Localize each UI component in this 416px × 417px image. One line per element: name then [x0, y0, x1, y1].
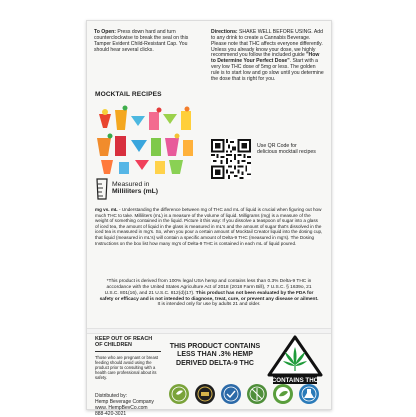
qr-note: Use QR Code for delicious mocktail recipes: [257, 143, 316, 156]
dose-guide-title: "How to Determine Your Perfect Dose": [211, 52, 320, 65]
mocktail-title: MOCKTAIL RECIPES: [95, 91, 162, 98]
mg-vs-ml-paragraph: [95, 207, 323, 246]
distributor-info: [95, 393, 175, 417]
measure-line-1: Measured in: [112, 181, 150, 188]
company-name: Hemp Beverage Company: [95, 399, 154, 405]
thc-content-statement: THIS PRODUCT CONTAINS LESS THAN .3% HEMP DERIVED DELTA-9 THC: [169, 343, 261, 367]
company-website[interactable]: www. HempBevCo.com: [95, 405, 148, 411]
directions-text: SHAKE WELL BEFORE USING. Add to any drink to create a Cannabis Beverage. Please note that THC affects everyone differently. Unless you already know your dose, we highly recommend you follow the included guide: [211, 29, 323, 59]
open-label: To Open:: [94, 29, 116, 35]
contains-thc-warning-icon: [267, 335, 323, 385]
distributed-by-label: Distributed by:: [95, 393, 127, 399]
lab-tested-badge-icon: [299, 384, 319, 404]
open-instructions: [94, 30, 200, 53]
directions-label: Directions:: [211, 29, 238, 35]
measure-line-2: Milliliters (mL): [112, 188, 159, 196]
pregnancy-warning: Those who are pregnant or breast feeding should avoid using the product prior to consulting with a health care professional about its safety.: [95, 355, 159, 381]
vegan-badge-icon: [169, 384, 189, 404]
section-divider: [87, 328, 331, 334]
certification-badges: [167, 382, 327, 406]
legal-disclaimer: [99, 279, 319, 308]
cocktails-illustration: [95, 102, 199, 176]
mg-vs-ml-label: mg vs. mL: [95, 207, 118, 212]
gluten-free-badge-icon: [247, 384, 267, 404]
keep-out-of-reach: KEEP OUT OF REACH OF CHILDREN: [95, 336, 153, 349]
warning-separator: [95, 351, 161, 352]
mg-vs-ml-text: - Understanding the difference between mg of THC and mL of liquid is crucial when figuring out how much THC to take. Milliliters (mL) is a measure of the volume of liquid. Milligrams (mg) is a measure of the weight of something contained in the liquid. Picture it this way: If you dissolve a teaspoon of sugar into a glass of iced tea, the amount of liquid in the glass is measured in mL's and the amount of sugar that's dissolved in the iced tea is measured in mg's. So, when you pour a certain amount of Mocktail Creator liquid into the dosing cup, that liquid (measured in mL's) will contain a specific amount of Delta-9 THC (measured in mg's). The Dosing Instructions on the box list how many mg's of Delta-9 THC is contained in each mL of liquid poured.: [95, 207, 323, 246]
measuring-cup-icon: [95, 178, 109, 200]
product-box-back: [86, 20, 332, 417]
non-gmo-badge-icon: [273, 384, 293, 404]
contains-thc-label: CONTAINS THC: [271, 377, 319, 384]
legal-text-1: *This product is derived from 100% legal USA hemp and contains less than 0.3% Delta-9 THC in accordance with the United States Agriculture Act of 2018 (2018 Farm Bill), 7 U.S.C. § 1639o, 21 U.S.C. 801(16), and 21 U.S.C. 812(d)(17).: [104, 279, 312, 296]
mocktail-qr-code[interactable]: [211, 139, 251, 179]
directions: [211, 30, 325, 83]
company-phone: 888-420-3021: [95, 411, 127, 417]
gmp-badge-icon: [195, 384, 215, 404]
measure-label: [112, 181, 158, 196]
fda-disclaimer: This product has not been evaluated by the FDA for safety or efficacy and is not intended to diagnose, treat, cure, or prevent any disease or ailment.: [99, 290, 319, 302]
legal-text-2: It is intended only for use by adults 21 and older.: [157, 302, 261, 308]
directions-text-2: . Start with a very low THC dose of 5mg or less. The golden rule is to start low and go slow until you determine the dose that is right for you.: [211, 58, 324, 82]
open-text: Press down hard and turn counterclockwise to break the seal on this Tamper Evident Child-Resistant Cap. You should hear several clicks.: [94, 29, 189, 53]
quality-badge-icon: [221, 384, 241, 404]
